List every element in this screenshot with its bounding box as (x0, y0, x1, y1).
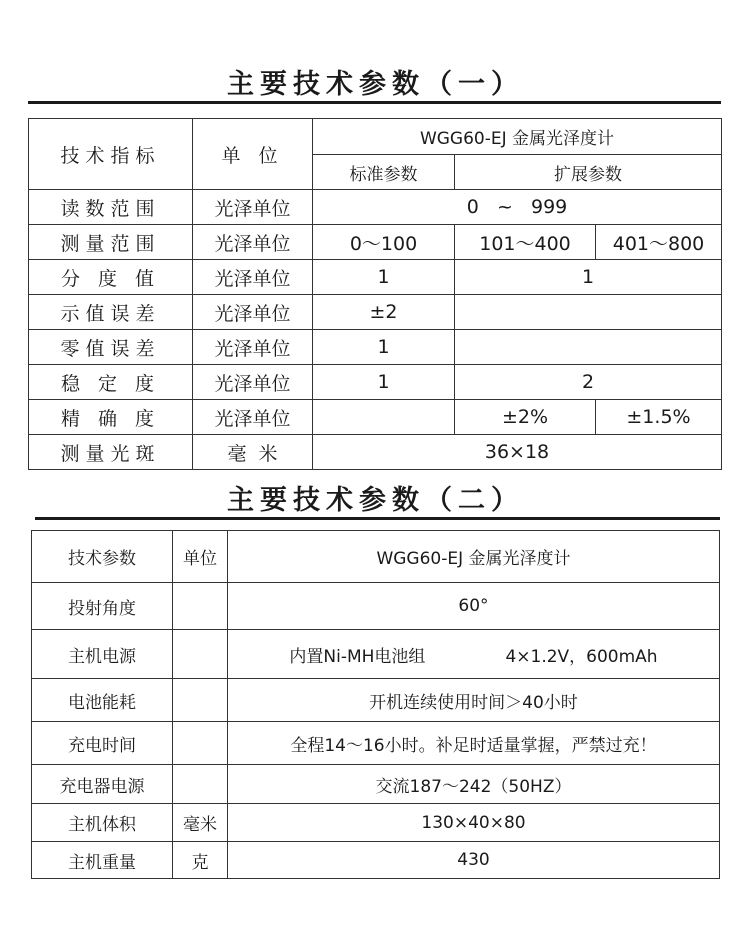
title2-underline (35, 517, 720, 520)
table-row (29, 400, 722, 435)
table-row (32, 630, 720, 679)
row-label: 稳 定 度 (29, 365, 193, 400)
row-unit (173, 583, 228, 630)
table-row (29, 295, 722, 330)
row-value: ±1.5% (596, 400, 722, 435)
row-value: ±2% (455, 400, 596, 435)
header-device: WGG60-EJ 金属光泽度计 (228, 531, 720, 583)
row-value: 430 (228, 842, 720, 879)
table-row (32, 765, 720, 804)
row-label: 精 确 度 (29, 400, 193, 435)
row-unit (173, 679, 228, 722)
row-label: 电池能耗 (32, 679, 173, 722)
row-label: 读数范围 (29, 190, 193, 225)
row-value: 60° (228, 583, 720, 630)
header-unit: 单 位 (193, 119, 313, 190)
table-row (32, 583, 720, 630)
row-label: 测量范围 (29, 225, 193, 260)
row-value: 交流187～242（50HZ） (228, 765, 720, 804)
title1-underline (28, 101, 721, 104)
row-value: 1 (313, 365, 455, 400)
row-unit: 光泽单位 (193, 400, 313, 435)
header-param: 技术参数 (32, 531, 173, 583)
params-table-1 (28, 118, 722, 470)
table-row (32, 679, 720, 722)
header-unit: 单位 (173, 531, 228, 583)
row-unit: 克 (173, 842, 228, 879)
table-row (29, 330, 722, 365)
row-value: 101～400 (455, 225, 596, 260)
row-unit: 光泽单位 (193, 260, 313, 295)
row-label: 零值误差 (29, 330, 193, 365)
table-row (29, 365, 722, 400)
row-unit: 光泽单位 (193, 190, 313, 225)
battery-pack-text: 内置Ni-MH电池组 (289, 646, 426, 667)
row-value: 开机连续使用时间＞40小时 (228, 679, 720, 722)
row-value: 全程14～16小时。补足时适量掌握，严禁过充！ (228, 722, 720, 765)
table-row (32, 804, 720, 842)
row-unit (173, 722, 228, 765)
row-unit: 毫 米 (193, 435, 313, 470)
row-value: ±2 (313, 295, 455, 330)
battery-spec-text: 4×1.2V，600mAh (505, 646, 658, 667)
row-value: 130×40×80 (228, 804, 720, 842)
row-value: 1 (455, 260, 722, 295)
row-label: 充电器电源 (32, 765, 173, 804)
header-device: WGG60-EJ 金属光泽度计 (313, 119, 722, 155)
row-value (228, 630, 720, 679)
table2-title: 主要技术参数（二） (227, 485, 524, 516)
row-value: 0 ~ 999 (313, 190, 722, 225)
row-value: 401～800 (596, 225, 722, 260)
row-value: 1 (313, 330, 455, 365)
table-row (32, 842, 720, 879)
row-label: 分 度 值 (29, 260, 193, 295)
table-row (29, 225, 722, 260)
row-value (313, 400, 455, 435)
table1-title: 主要技术参数（一） (227, 69, 524, 100)
table-row (29, 190, 722, 225)
row-label: 主机体积 (32, 804, 173, 842)
row-value (455, 330, 722, 365)
row-unit: 光泽单位 (193, 365, 313, 400)
row-value: 1 (313, 260, 455, 295)
row-label: 主机电源 (32, 630, 173, 679)
header-standard: 标准参数 (313, 155, 455, 190)
row-value: 2 (455, 365, 722, 400)
row-unit: 光泽单位 (193, 225, 313, 260)
row-unit: 毫米 (173, 804, 228, 842)
row-label: 投射角度 (32, 583, 173, 630)
row-value: 0～100 (313, 225, 455, 260)
row-unit: 光泽单位 (193, 330, 313, 365)
table-row (29, 435, 722, 470)
table-row (32, 722, 720, 765)
row-unit (173, 765, 228, 804)
row-unit: 光泽单位 (193, 295, 313, 330)
params-table-2 (31, 530, 720, 879)
row-unit (173, 630, 228, 679)
row-label: 测量光斑 (29, 435, 193, 470)
row-label: 充电时间 (32, 722, 173, 765)
row-label: 主机重量 (32, 842, 173, 879)
row-label: 示值误差 (29, 295, 193, 330)
row-value: 36×18 (313, 435, 722, 470)
header-extended: 扩展参数 (455, 155, 722, 190)
table-row (29, 260, 722, 295)
header-indicator: 技术指标 (29, 119, 193, 190)
row-value (455, 295, 722, 330)
